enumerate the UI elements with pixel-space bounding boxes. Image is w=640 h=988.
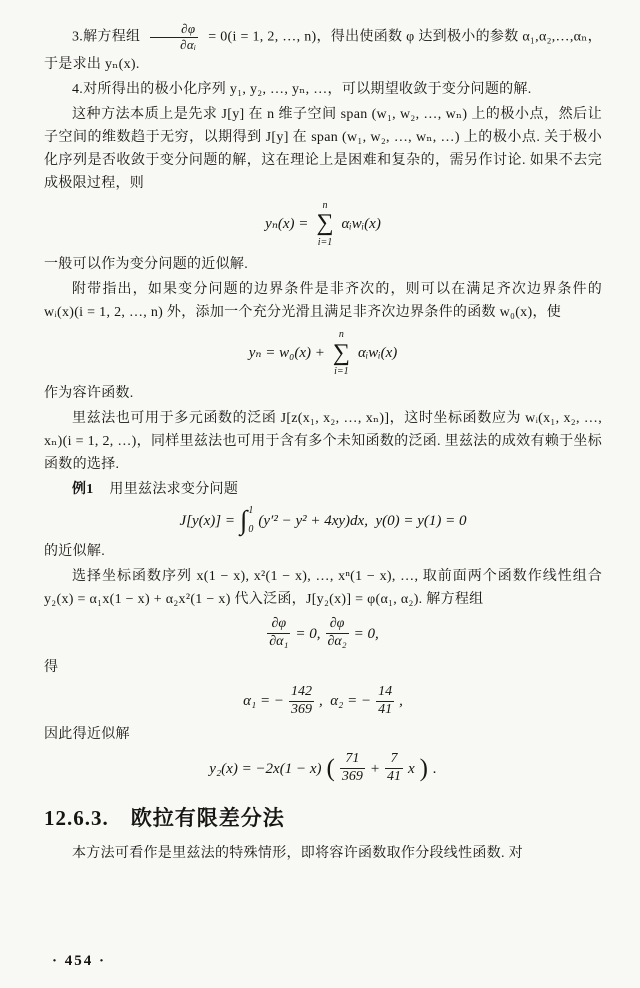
- paragraph-obtain: 得: [44, 659, 59, 675]
- fraction-denominator: 369: [341, 769, 363, 785]
- sum-upper-limit: n: [322, 199, 328, 211]
- section-number: 12.6.3.: [44, 806, 109, 831]
- fraction-71-369: [340, 751, 365, 786]
- fraction-7-41: [385, 751, 403, 786]
- x-variable: x: [407, 760, 415, 777]
- formula-rhs: (y′² − y² + 4xy)dx, y(0) = y(1) = 0: [258, 512, 467, 529]
- alpha2-lhs: , α₂ = −: [319, 693, 372, 710]
- fraction-numerator: 7: [390, 751, 398, 767]
- step3-post: = 0(i = 1, 2, …, n)，得出使函数 φ 达到极小的参数 α₁,α₂,…,αₙ， 于是求出 yₙ(x).: [44, 29, 602, 72]
- paragraph-admissible: 作为容许函数.: [44, 386, 134, 402]
- fraction-dphi-dalpha2: [326, 616, 349, 651]
- formula-rhs: αᵢwᵢ(x): [357, 345, 398, 362]
- formula-lhs: yₙ(x) =: [265, 215, 309, 232]
- fraction-denominator: ∂αᵢ: [150, 37, 198, 53]
- formula-functional-J: [44, 506, 602, 535]
- formula-end-period: .: [432, 760, 437, 777]
- integral-lower-limit: 0: [248, 524, 254, 536]
- paragraph-approx-note: 一般可以作为变分问题的近似解.: [44, 257, 248, 273]
- page-number: · 454 ·: [52, 953, 107, 969]
- equals-zero-1: = 0,: [295, 625, 321, 642]
- integral-operator: [240, 506, 253, 535]
- fraction-numerator: ∂φ: [329, 616, 345, 632]
- formula-lhs: J[y(x)] =: [179, 512, 235, 529]
- integral-upper-limit: 1: [248, 505, 254, 517]
- paragraph-thus: 因此得近似解: [44, 727, 130, 743]
- fraction-14-41: [376, 684, 394, 719]
- sum-lower-limit: i=1: [334, 365, 349, 377]
- summation-operator: [333, 329, 350, 377]
- integral-limits: [248, 506, 253, 535]
- alpha1-lhs: α₁ = −: [243, 693, 284, 710]
- formula-end-comma: ,: [399, 693, 403, 710]
- y2-lhs: y₂(x) = −2x(1 − x): [209, 760, 322, 777]
- fraction-denominator: 41: [386, 769, 401, 785]
- summation-operator: [316, 200, 333, 248]
- formula-alpha-values: [44, 684, 602, 719]
- section-heading: [44, 802, 602, 832]
- fraction-numerator: ∂φ: [271, 616, 287, 632]
- equals-zero-2: = 0,: [353, 625, 379, 642]
- step3-pre: 3.解方程组: [72, 29, 141, 45]
- sum-upper-limit: n: [338, 329, 344, 341]
- example-text: 用里兹法求变分问题: [109, 482, 239, 498]
- fraction-denominator: ∂α₂: [327, 634, 347, 650]
- sum-sigma-symbol: ∑: [316, 210, 334, 237]
- formula-lhs: yₙ = w₀(x) +: [248, 345, 325, 362]
- fraction-denominator: 369: [291, 701, 312, 717]
- paragraph-final: 本方法可看作是里兹法的特殊情形，即将容许函数取作分段线性函数. 对: [72, 846, 523, 862]
- paragraph-step3: [44, 22, 602, 76]
- formula-yn-sum: [44, 200, 602, 248]
- fraction-142-369: [289, 684, 314, 719]
- paragraph-method-description: 这种方法本质上是先求 J[y] 在 n 维子空间 span (w₁, w₂, …, wₙ) 上的极小点，然后让子空间的维数趋于无穷，以期得到 J[y] 在 span (w₁, w₂, …, wₙ, …) 上的极小点. 关于极小化序列是否收敛于变分问题的解，这在理论上是困难和复杂的，需另作讨论. 如果不去完成极限过程，则: [44, 106, 602, 191]
- sum-sigma-symbol: ∑: [332, 339, 350, 366]
- fraction-numerator: 14: [378, 683, 393, 699]
- paragraph-boundary-note: 附带指出，如果变分问题的边界条件是非齐次的，则可以在满足齐次边界条件的 wᵢ(x)(i = 1, 2, …, n) 外，添加一个充分光滑且满足非齐次边界条件的函数 w₀(x)，使: [44, 282, 602, 321]
- formula-yn-w0-sum: [44, 329, 602, 377]
- integral-symbol: ∫: [240, 505, 248, 536]
- paragraph-example-intro: [44, 478, 602, 501]
- paragraph-choose-basis: 选择坐标函数序列 x(1 − x), x²(1 − x), …, xⁿ(1 − x), …, 取前面两个函数作线性组合 y₂(x) = α₁x(1 − x) + α₂x²(1 − x) 代入泛函，J[y₂(x)] = φ(α₁, α₂). 解方程组: [44, 569, 602, 608]
- section-title: 欧拉有限差分法: [130, 806, 285, 831]
- left-parenthesis: (: [326, 755, 335, 783]
- example-label: 例1: [72, 482, 94, 498]
- sum-lower-limit: i=1: [317, 236, 333, 248]
- fraction-denominator: ∂α₁: [269, 634, 289, 650]
- paragraph-multivariable: 里兹法也可用于多元函数的泛函 J[z(x₁, x₂, …, xₙ)]，这时坐标函数应为 wᵢ(x₁, x₂, …, xₙ)(i = 1, 2, …)，同样里兹法也可用于含有多个未知函数的泛函. 里兹法的成效有赖于坐标函数的选择.: [44, 411, 602, 473]
- formula-approximate-solution: [44, 751, 602, 786]
- paragraph-step4: 4.对所得出的极小化序列 y₁, y₂, …, yₙ, …，可以期望收敛于变分问题的解.: [72, 81, 532, 97]
- paragraph-approx-of: 的近似解.: [44, 544, 105, 560]
- fraction-dphi-dalpha1: [267, 616, 290, 651]
- fraction-denominator: 41: [378, 701, 393, 717]
- plus-sign: +: [369, 760, 380, 777]
- fraction-numerator: 71: [345, 751, 360, 767]
- inline-fraction-dphi-dalpha-i: [150, 22, 198, 53]
- formula-partial-derivatives: [44, 616, 602, 651]
- fraction-numerator: 142: [291, 683, 312, 699]
- right-parenthesis: ): [419, 755, 428, 783]
- fraction-numerator: ∂φ: [181, 21, 196, 36]
- formula-rhs: αᵢwᵢ(x): [341, 215, 381, 232]
